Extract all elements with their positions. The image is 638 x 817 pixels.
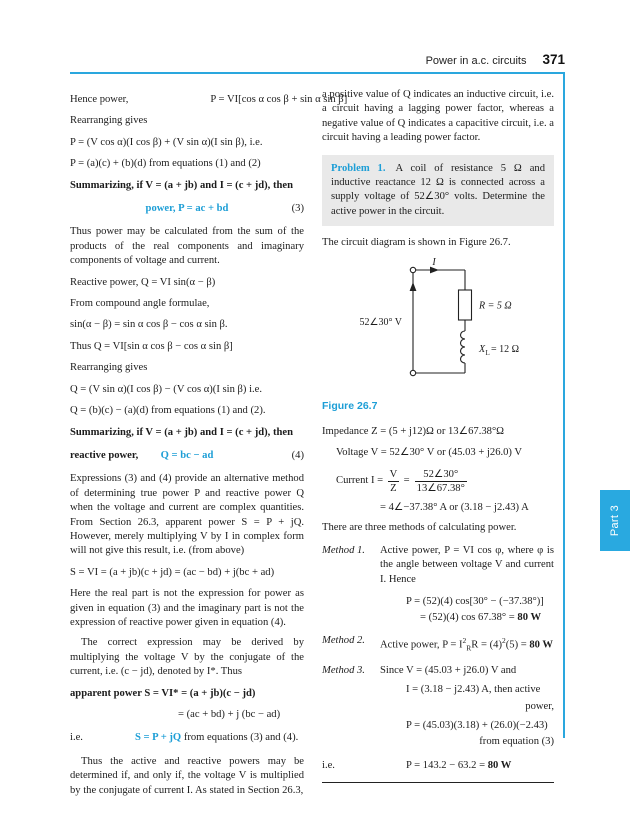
eq-text: P = 143.2 − 63.2 = [406,759,488,771]
method-3-eq1: P = (45.03)(3.18) + (26.0)(−2.43) [406,719,548,731]
method-3-eq-source: from equation (3) [479,736,554,748]
equation-4-label: reactive power, [70,449,139,461]
current-eq-label: Current I = [336,475,384,487]
para-correct-expression: The correct expression may be derived by multiplying the voltage V by the conjugate of the current, i.e. (c − jd), denoted by I*. Thus [70,637,304,678]
method-1-eq2 [322,611,554,625]
problem-1-box [322,155,554,227]
method-3-line2b: power, [525,700,554,712]
inductor-label-value: = 12 Ω [491,343,520,355]
method-2-result: 80 W [529,639,554,651]
frac-den: Z [390,482,397,494]
method-3-text: Since V = (45.03 + j26.0) V and [380,664,517,676]
inductor-label-sub: L [485,348,490,357]
right-column [322,86,554,783]
eq-s-vi: S = VI = (a + jb)(c + jd) = (ac − bd) + j(bc + ad) [70,566,275,578]
para-positive-q: a positive value of Q indicates an inductive circuit, i.e. a circuit having a lagging power factor, whereas a negative value of Q indicates a capacitive circuit, i.e. a circuit having a leading power factor. [322,89,554,144]
line-rearranging-2: Rearranging gives [70,362,148,374]
line-hence-power [70,93,348,107]
terminal-top-icon [410,267,415,272]
para-power-sum: Thus power may be calculated from the sum of the products of the real components and imaginary components of voltage and current. [70,226,304,267]
s-p-jq-rest: from equations (3) and (4). [181,732,299,744]
circuit-diagram-svg [322,257,554,395]
method-3 [322,664,554,678]
eq-q-abcd: Q = (b)(c) − (a)(d) from equations (1) and (2). [70,405,266,417]
eq-p-abcd: P = (a)(c) + (b)(d) from equations (1) and (2) [70,158,261,170]
para-expressions: Expressions (3) and (4) provide an alternative method of determining true power P and reactive power Q when the voltage and current are complex quantities. From Section 26.3, apparent power S = P + jQ. However, merely multiplying V by I in complex form will not give this result, i.e. (from above) [70,473,304,557]
superscript: 2 [502,635,506,645]
frac-num: 52∠30° [423,468,459,480]
method-3-line2: I = (3.18 − j2.43) A, then active [406,684,541,696]
eq-text: R = (4) [471,639,502,651]
right-edge-rule [563,72,565,738]
method-1-label: Method 1. [322,544,365,556]
terminal-bottom-icon [410,370,415,375]
eq-current [322,468,554,495]
method-1-text: Active power, P = VI cos φ, where φ is the angle between voltage V and current I. Hence [380,544,554,585]
chapter-title: Power in a.c. circuits [425,55,527,67]
method-2-label: Method 2. [322,634,365,646]
method-3-result: 80 W [487,759,512,771]
eq-q-expanded: Q = (V sin α)(I cos β) − (V cos α)(I sin β) i.e. [70,383,263,395]
eq-impedance: Impedance Z = (5 + j12)Ω or 13∠67.38°Ω [322,426,505,438]
line-three-methods: There are three methods of calculating power. [322,522,517,534]
s-p-jq-eq: S = P + jQ [134,732,182,744]
inductor-label-x: X [479,343,486,355]
page-number: 371 [542,52,565,67]
header-rule [70,72,565,74]
resistor-symbol [459,290,472,320]
line-s-p-jq [70,731,304,745]
frac-num: V [389,468,398,480]
inductor-symbol [461,331,466,363]
line-fig-intro: The circuit diagram is shown in Figure 26.7. [322,237,511,249]
eq-voltage: Voltage V = 52∠30° V or (45.03 + j26.0) V [336,447,523,459]
source-voltage-label: 52∠30° V [359,316,402,328]
resistor-label: R = 5 Ω [479,300,512,312]
part3-tab [600,490,630,551]
circuit-figure [322,257,554,395]
method-3-final [406,759,511,773]
eq-thus-q: Thus Q = VI[sin α cos β − cos α sin β] [70,340,233,352]
voltage-arrow-icon [410,282,417,291]
line-rearranging-1: Rearranging gives [70,115,148,127]
eq-p-expanded: P = (V cos α)(I cos β) + (V sin α)(I sin β), i.e. [70,136,263,148]
superscript: 2 [462,635,467,645]
method-1-result: 80 W [517,612,542,624]
equation-3 [70,202,304,216]
equals-sign: = [403,475,410,487]
eq-text: (5) = [505,639,530,651]
method-3-conclusion [322,759,554,773]
ie-label: i.e. [322,759,335,771]
equation-4 [70,449,304,463]
summarizing-2: Summarizing, if V = (a + jb) and I = (c + jd), then [70,426,293,438]
method-3-label: Method 3. [322,664,365,676]
line-compound-angle: From compound angle formulae, [70,298,210,310]
frac-den: 13∠67.38° [416,482,465,494]
method-1 [322,544,554,587]
method-2 [322,634,554,656]
equation-4-body: Q = bc − ad [160,449,214,461]
ie-label: i.e. [70,732,83,744]
para-thus-active-reactive: Thus the active and reactive powers may be determined if, and only if, the voltage V is multiplied by the conjugate of current I. As stated in Section 26.3, [70,755,304,796]
equation-4-number: (4) [291,449,304,461]
part3-tab-label: Part 3 [609,504,621,537]
problem-1-text: A coil of resistance 5 Ω and inductive reactance 12 Ω is connected across a supply voltage of 52∠30° volts. Determine the active power in the circuit. [331,162,545,217]
problem-end-rule [322,782,554,783]
eq-text: = (52)(4) cos 67.38° = [420,612,518,624]
para-real-part: Here the real part is not the expression for power as given in equation (3) and the imaginary part is not the expression of reactive power given in equation (4). [70,588,304,628]
eq-sin-identity: sin(α − β) = sin α cos β − cos α sin β. [70,319,228,331]
hence-power-label: Hence power, [70,94,129,105]
figure-caption: Figure 26.7 [322,399,378,412]
current-label: I [432,256,436,268]
equation-3-number: (3) [291,203,304,215]
eq-apparent-power-2: = (ac + bd) + j (bc − ad) [178,709,281,720]
equation-3-body: power, P = ac + bd [145,203,229,215]
eq-current-result: = 4∠−37.38° A or (3.18 − j2.43) A [380,501,529,513]
eq-text: Active power, P = I [380,639,463,651]
eq-apparent-power: apparent power S = VI* = (a + jb)(c − jd) [70,687,256,699]
eq-reactive-power: Reactive power, Q = VI sin(α − β) [70,276,216,288]
hence-power-eq: P = VI[cos α cos β + sin α sin β] [210,94,348,105]
fraction-polar [415,468,467,495]
running-head [70,52,565,67]
fraction-vz [388,468,398,495]
summarizing-1: Summarizing, if V = (a + jb) and I = (c + jd), then [70,179,293,191]
method-2-text [380,634,554,656]
problem-1-label: Problem 1. [331,162,386,174]
subscript: R [466,643,472,653]
method-1-eq1: P = (52)(4) cos[30° − (−37.38°)] [406,595,544,607]
